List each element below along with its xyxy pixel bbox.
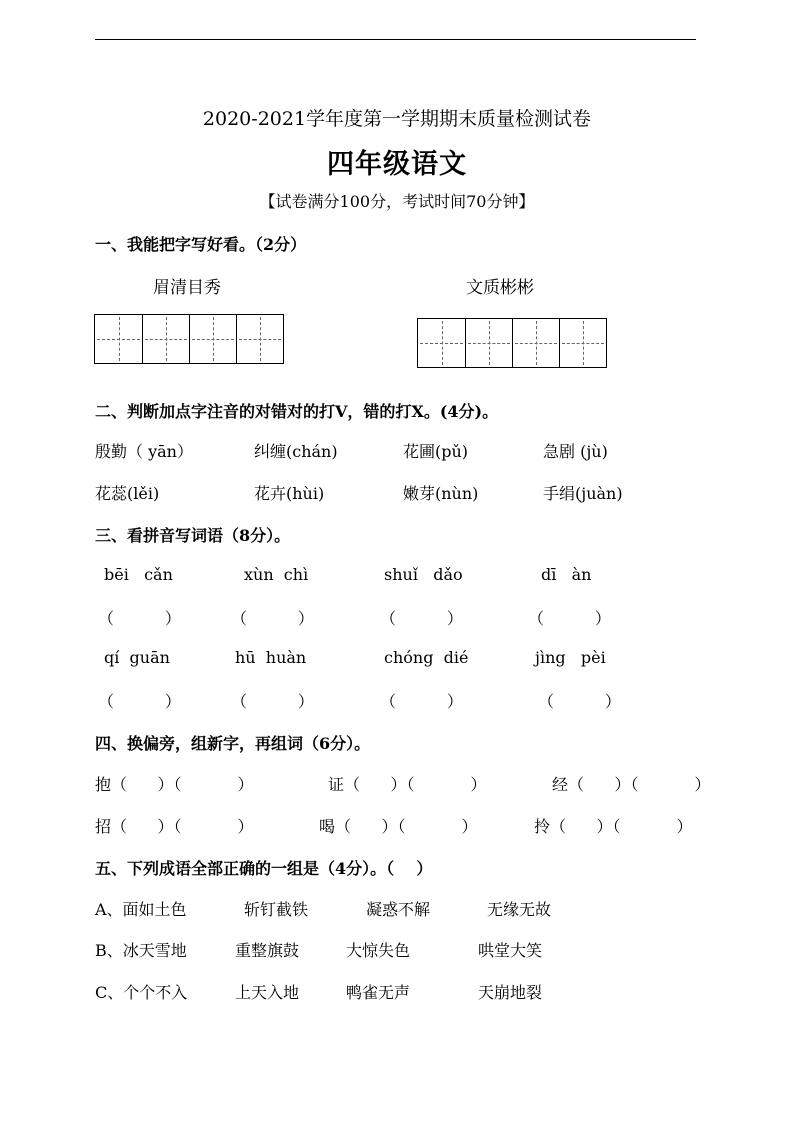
idiom: 天崩地裂 [478, 983, 543, 1002]
grid-cell[interactable] [95, 315, 142, 363]
q2-heading: 二、判断加点字注音的对错对的打V，错的打X。(4分)。 [95, 402, 499, 421]
q2-item: 花卉(hùi) [254, 484, 325, 503]
idiom: 哄堂大笑 [478, 941, 543, 960]
q3-answer-blank[interactable]: （ ） [380, 692, 463, 711]
q2-item: 手绢(juàn) [543, 484, 623, 503]
q4-heading: 四、换偏旁，组新字，再组词（6分）。 [95, 734, 371, 753]
q4-item[interactable]: 招（ ）（ ） [95, 817, 254, 836]
q1-word-1: 眉清目秀 [153, 278, 221, 298]
q5-heading: 五、下列成语全部正确的一组是（4分）。（ ） [95, 859, 433, 878]
q3-pinyin: bēi cǎn [104, 565, 173, 584]
q2-item: 急剧 (jù) [543, 442, 608, 461]
q2-item: 嫩芽(nùn) [403, 484, 479, 503]
q3-answer-blank[interactable]: （ ） [231, 609, 314, 628]
grid-cell[interactable] [418, 319, 465, 367]
exam-note: 【试卷满分100分，考试时间70分钟】 [259, 192, 535, 211]
q4-item[interactable]: 喝（ ）（ ） [319, 817, 478, 836]
q2-item: 纠缠(chán) [254, 442, 338, 461]
exam-header: 2020-2021学年度第一学期期末质量检测试卷 [202, 108, 592, 130]
exam-title: 四年级语文 [327, 149, 467, 180]
idiom: 凝惑不解 [366, 900, 431, 919]
q4-item[interactable]: 证（ ）（ ） [328, 775, 487, 794]
top-rule [95, 39, 696, 40]
q3-pinyin: hū huàn [235, 648, 307, 667]
q5-option-b-label[interactable]: B、冰天雪地 [95, 941, 187, 960]
q3-answer-blank[interactable]: （ ） [98, 609, 181, 628]
q1-word-2: 文质彬彬 [466, 278, 534, 298]
q3-pinyin: jìng pèi [535, 648, 606, 667]
q2-item: 殷勤（ yān） [95, 442, 193, 461]
q3-heading: 三、看拼音写词语（8分）。 [95, 526, 291, 545]
q5-option-a-label[interactable]: A、面如土色 [95, 900, 187, 919]
grid-cell[interactable] [559, 319, 606, 367]
q2-item: 花蕊(lěi) [95, 484, 160, 503]
q3-answer-blank[interactable]: （ ） [380, 609, 463, 628]
q3-answer-blank[interactable]: （ ） [231, 692, 314, 711]
grid-cell[interactable] [142, 315, 189, 363]
q3-pinyin: dī àn [541, 565, 592, 584]
idiom: 无缘无故 [487, 900, 552, 919]
grid-cell[interactable] [465, 319, 512, 367]
q4-item[interactable]: 经（ ）（ ） [552, 775, 711, 794]
q3-pinyin: xùn chì [244, 565, 309, 584]
writing-grid-2[interactable] [417, 318, 607, 368]
idiom: 上天入地 [235, 983, 300, 1002]
q3-answer-blank[interactable]: （ ） [538, 692, 621, 711]
q3-pinyin: shuǐ dǎo [384, 565, 463, 584]
idiom: 鸭雀无声 [346, 983, 411, 1002]
q4-item[interactable]: 拎（ ）（ ） [534, 817, 693, 836]
q5-option-c-label[interactable]: C、个个不入 [95, 983, 188, 1002]
grid-cell[interactable] [189, 315, 236, 363]
grid-cell[interactable] [512, 319, 559, 367]
writing-grid-1[interactable] [94, 314, 284, 364]
q1-heading: 一、我能把字写好看。（2分） [95, 235, 307, 254]
q3-pinyin: qí guān [104, 648, 170, 667]
q2-item: 花圃(pǔ) [403, 442, 469, 461]
idiom: 大惊失色 [346, 941, 411, 960]
q3-pinyin: chóng dié [384, 648, 469, 667]
idiom: 斩钉截铁 [244, 900, 309, 919]
grid-cell[interactable] [236, 315, 283, 363]
q3-answer-blank[interactable]: （ ） [528, 609, 611, 628]
q4-item[interactable]: 抱（ ）（ ） [95, 775, 254, 794]
idiom: 重整旗鼓 [235, 941, 300, 960]
q3-answer-blank[interactable]: （ ） [98, 692, 181, 711]
